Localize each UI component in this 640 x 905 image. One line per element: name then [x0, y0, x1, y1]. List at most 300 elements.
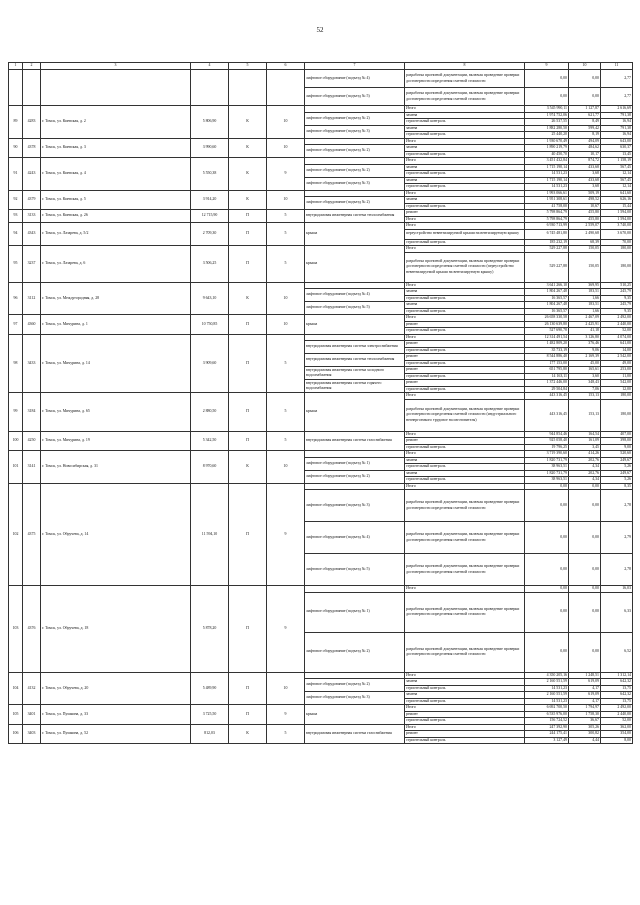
limit-cost-cell: 2 440,00 — [601, 321, 633, 328]
area-cell: 5 806,90 — [191, 106, 229, 139]
area-cell: 3 506,25 — [191, 246, 229, 283]
cost-total-cell: 1 974 752,06 — [525, 112, 569, 119]
limit-cost-cell: 2,78 — [601, 554, 633, 586]
cost-total-cell: 0,00 — [525, 554, 569, 586]
floors-cell: 5 — [267, 210, 305, 223]
unit-cost-cell: 10,67 — [569, 203, 601, 210]
limit-cost-cell: 1 312,14 — [601, 672, 633, 679]
row-number-cell: 89 — [9, 106, 23, 139]
unit-cost-cell: 1 127,87 — [569, 106, 601, 113]
column-header: 7 — [305, 63, 405, 70]
work-type-cell: разработка проектной документации, включая проведение проверки достоверности определения сметной стоимости (переустройство невентилируемой крыши на вентилируемую крышу) — [405, 252, 525, 282]
work-type-cell: строительный контроль — [405, 151, 525, 158]
unit-cost-cell: 0,00 — [569, 632, 601, 672]
capital-repair-register-table — [8, 62, 633, 744]
cost-total-cell: 0,00 — [525, 88, 569, 106]
floors-cell: 10 — [267, 672, 305, 705]
work-type-cell: Итого — [405, 672, 525, 679]
row-number-cell: 91 — [9, 158, 23, 191]
address-cell: г. Томск, ул. Пушкина, д. 33 — [41, 705, 191, 725]
unit-cost-cell: 455,80 — [569, 216, 601, 223]
unit-cost-cell: 4,17 — [569, 685, 601, 692]
work-type-cell: ремонт — [405, 341, 525, 348]
unit-cost-cell: 0,00 — [569, 522, 601, 554]
unit-cost-cell: 202,76 — [569, 470, 601, 477]
floors-cell: 5 — [267, 724, 305, 744]
limit-cost-cell: 2,77 — [601, 70, 633, 88]
page-number: 52 — [316, 26, 324, 34]
work-type-cell: строительный контроль — [405, 295, 525, 302]
area-cell: 3 990,60 — [191, 138, 229, 158]
limit-cost-cell: 180,00 — [601, 399, 633, 431]
floors-cell: 10 — [267, 282, 305, 315]
work-element-cell: лифтовое оборудование (подъезд № 2) — [305, 112, 405, 125]
house-code-cell: 3133 — [23, 210, 41, 223]
limit-cost-cell: 249,67 — [601, 470, 633, 477]
unit-cost-cell: 619,09 — [569, 692, 601, 699]
work-type-cell: ремонт — [405, 354, 525, 361]
cost-total-cell: 16 365,57 — [525, 295, 569, 302]
work-element-cell: лифтовое оборудование (подъезд № 1) — [305, 592, 405, 632]
work-type-cell: переустройство невентилируемой крыши на вентилируемую крышу — [405, 229, 525, 239]
work-type-cell: разработка проектной документации, включая проведение проверки достоверности определения сметной стоимости — [405, 490, 525, 522]
row-number-cell: 104 — [9, 672, 23, 705]
limit-cost-cell: 362,00 — [601, 724, 633, 731]
cost-total-cell: 3 719 390,60 — [525, 451, 569, 458]
work-type-cell: строительный контроль — [405, 685, 525, 692]
cost-total-cell: 529 227,88 — [525, 246, 569, 253]
cost-total-cell: 14 163,11 — [525, 373, 569, 380]
unit-cost-cell: 433,68 — [569, 177, 601, 184]
limit-cost-cell: 2 440,00 — [601, 711, 633, 718]
address-cell: г. Томск, ул. Новосибирская, д. 31 — [41, 451, 191, 484]
house-code-cell — [23, 70, 41, 106]
unit-cost-cell: 68,39 — [569, 239, 601, 246]
unit-cost-cell: 4,17 — [569, 698, 601, 705]
unit-cost-cell: 3,60 — [569, 373, 601, 380]
limit-cost-cell: 630,37 — [601, 145, 633, 152]
unit-cost-cell: 3,68 — [569, 171, 601, 178]
cost-total-cell: 3 451 432,84 — [525, 158, 569, 165]
address-cell: г. Томск, ул. Лазарева, д. 6 — [41, 246, 191, 283]
limit-cost-cell: 8,35 — [601, 483, 633, 490]
work-element-cell: лифтовое оборудование (подъезд № 5) — [305, 302, 405, 315]
area-cell: 5 550,38 — [191, 158, 229, 191]
wall-material-cell: К — [229, 724, 267, 744]
wall-material-cell — [229, 70, 267, 106]
unit-cost-cell: 874,72 — [569, 158, 601, 165]
unit-cost-cell: 3,68 — [569, 184, 601, 191]
column-header: 5 — [229, 63, 267, 70]
unit-cost-cell: 376,46 — [569, 341, 601, 348]
row-number-cell: 105 — [9, 705, 23, 725]
cost-total-cell: 3 641 266,10 — [525, 282, 569, 289]
unit-cost-cell: 498,52 — [569, 197, 601, 204]
wall-material-cell: К — [229, 451, 267, 484]
floors-cell — [267, 70, 305, 106]
address-cell — [41, 70, 191, 106]
house-code-cell: 4243 — [23, 158, 41, 191]
column-header: 1 — [9, 63, 23, 70]
unit-cost-cell: 165,61 — [569, 367, 601, 374]
address-cell: г. Томск, ул. Междугородняя, д. 28 — [41, 282, 191, 315]
work-type-cell: строительный контроль — [405, 308, 525, 315]
limit-cost-cell: 398,00 — [601, 438, 633, 445]
column-header: 2 — [23, 63, 41, 70]
work-element-cell: лифтовое оборудование (подъезд № 2) — [305, 679, 405, 692]
floors-cell: 5 — [267, 334, 305, 393]
work-element-cell: лифтовое оборудование (подъезд № 4) — [305, 289, 405, 302]
unit-cost-cell: 0,00 — [569, 592, 601, 632]
work-element-cell: лифтовое оборудование (подъезд № 4) — [305, 70, 405, 88]
house-code-cell: 4132 — [23, 672, 41, 705]
cost-total-cell: 0,00 — [525, 490, 569, 522]
work-type-cell: Итого — [405, 334, 525, 341]
work-type-cell: Итого — [405, 106, 525, 113]
house-code-cell: 3141 — [23, 451, 41, 484]
limit-cost-cell: 49,00 — [601, 360, 633, 367]
work-type-cell: разработка проектной документации, включая проведение проверки достоверности определения сметной стоимости — [405, 88, 525, 106]
cost-total-cell: 4 350 205,16 — [525, 672, 569, 679]
cost-total-cell: 1 804 267,48 — [525, 302, 569, 309]
limit-cost-cell: 180,00 — [601, 252, 633, 282]
cost-total-cell: 6 692 700,50 — [525, 705, 569, 712]
limit-cost-cell: 6,33 — [601, 592, 633, 632]
cost-total-cell: 2 160 551,59 — [525, 692, 569, 699]
wall-material-cell: П — [229, 483, 267, 586]
limit-cost-cell: 642,32 — [601, 679, 633, 686]
floors-cell: 9 — [267, 483, 305, 586]
column-header: 4 — [191, 63, 229, 70]
work-element-cell: крыша — [305, 315, 405, 335]
work-type-cell: Итого — [405, 216, 525, 223]
limit-cost-cell: 354,00 — [601, 731, 633, 738]
area-cell: 3 909,60 — [191, 334, 229, 393]
work-element-cell: лифтовое оборудование (подъезд № 3) — [305, 692, 405, 705]
row-number-cell: 92 — [9, 190, 23, 210]
address-cell: г. Томск, ул. Мичурина, д. 19 — [41, 431, 191, 451]
register-body — [9, 70, 633, 744]
cost-total-cell: 1 890 219,79 — [525, 145, 569, 152]
work-type-cell: замена — [405, 470, 525, 477]
table-row — [9, 70, 633, 88]
limit-cost-cell: 16,94 — [601, 132, 633, 139]
house-code-cell: 3401 — [23, 705, 41, 725]
work-type-cell: разработка проектной документации, включая проведение проверки достоверности определения сметной стоимости — [405, 632, 525, 672]
wall-material-cell: П — [229, 705, 267, 725]
cost-total-cell: 3 127,49 — [525, 737, 569, 744]
limit-cost-cell: 643,00 — [601, 138, 633, 145]
work-element-cell: лифтовое оборудование (подъезд № 2) — [305, 632, 405, 672]
work-type-cell: строительный контроль — [405, 477, 525, 484]
limit-cost-cell: 245,79 — [601, 302, 633, 309]
limit-cost-cell: 52,00 — [601, 718, 633, 725]
limit-cost-cell: 16,94 — [601, 119, 633, 126]
column-header: 11 — [601, 63, 633, 70]
wall-material-cell: К — [229, 138, 267, 158]
house-code-cell: 4379 — [23, 190, 41, 210]
limit-cost-cell: 16,03 — [601, 586, 633, 593]
cost-total-cell: 6 930 713,99 — [525, 223, 569, 230]
limit-cost-cell: 2,78 — [601, 490, 633, 522]
unit-cost-cell: 3,45 — [569, 444, 601, 451]
house-code-cell: 4283 — [23, 106, 41, 139]
work-element-cell: крыша — [305, 246, 405, 283]
cost-total-cell: 26 537,55 — [525, 119, 569, 126]
limit-cost-cell: 180,00 — [601, 246, 633, 253]
floors-cell: 10 — [267, 138, 305, 158]
limit-cost-cell: 2 616,69 — [601, 106, 633, 113]
unit-cost-cell: 8,49 — [569, 119, 601, 126]
wall-material-cell: П — [229, 431, 267, 451]
unit-cost-cell: 7,06 — [569, 386, 601, 393]
unit-cost-cell: 183,51 — [569, 289, 601, 296]
limit-cost-cell: 5,26 — [601, 464, 633, 471]
work-type-cell: строительный контроль — [405, 184, 525, 191]
cost-total-cell: 1 930 670,49 — [525, 138, 569, 145]
wall-material-cell: П — [229, 315, 267, 335]
limit-cost-cell: 641,00 — [601, 341, 633, 348]
unit-cost-cell: 369,95 — [569, 282, 601, 289]
area-cell — [191, 70, 229, 106]
work-element-cell: внутридомовая инженерная система газоснабжения — [305, 431, 405, 451]
work-type-cell: Итого — [405, 190, 525, 197]
limit-cost-cell: 13,75 — [601, 698, 633, 705]
wall-material-cell: К — [229, 106, 267, 139]
wall-material-cell: К — [229, 282, 267, 315]
cost-total-cell: 1 820 731,79 — [525, 470, 569, 477]
limit-cost-cell: 3 740,00 — [601, 223, 633, 230]
work-element-cell: лифтовое оборудование (подъезд № 2) — [305, 164, 405, 177]
row-number-cell: 106 — [9, 724, 23, 744]
floors-cell: 10 — [267, 451, 305, 484]
cost-total-cell: 1 715 190,14 — [525, 164, 569, 171]
column-header: 6 — [267, 63, 305, 70]
unit-cost-cell: 305,26 — [569, 724, 601, 731]
work-type-cell: строительный контроль — [405, 239, 525, 246]
work-type-cell: разработка проектной документации, включая проведение проверки достоверности определения сметной стоимости — [405, 522, 525, 554]
unit-cost-cell: 153,13 — [569, 399, 601, 431]
unit-cost-cell: 1 248,51 — [569, 672, 601, 679]
cost-total-cell: 6 745 481,80 — [525, 229, 569, 239]
address-cell: г. Томск, ул. Обручева, д. 20 — [41, 672, 191, 705]
work-type-cell: строительный контроль — [405, 444, 525, 451]
unit-cost-cell: 509,19 — [569, 190, 601, 197]
limit-cost-cell: 567,45 — [601, 177, 633, 184]
work-type-cell: строительный контроль — [405, 119, 525, 126]
work-type-cell: строительный контроль — [405, 171, 525, 178]
row-number-cell: 102 — [9, 483, 23, 586]
work-element-cell: крыша — [305, 223, 405, 246]
house-code-cell: 4378 — [23, 138, 41, 158]
address-cell: г. Томск, ул. Лазарева, д. 5/2 — [41, 223, 191, 246]
work-element-cell: внутридомовая инженерная система теплоснабжения — [305, 210, 405, 223]
limit-cost-cell: 510,25 — [601, 282, 633, 289]
unit-cost-cell: 0,00 — [569, 88, 601, 106]
cost-total-cell: 925 058,40 — [525, 438, 569, 445]
limit-cost-cell: 520,60 — [601, 451, 633, 458]
limit-cost-cell: 14,00 — [601, 347, 633, 354]
limit-cost-cell: 641,60 — [601, 190, 633, 197]
work-element-cell: лифтовое оборудование (подъезд № 2) — [305, 145, 405, 158]
work-element-cell: лифтовое оборудование (подъезд № 2) — [305, 197, 405, 210]
work-type-cell: разработка проектной документации, включая проведение проверки достоверности определения сметной стоимости — [405, 70, 525, 88]
work-type-cell: замена — [405, 289, 525, 296]
unit-cost-cell: 414,26 — [569, 451, 601, 458]
wall-material-cell: П — [229, 334, 267, 393]
cost-total-cell: 0,00 — [525, 586, 569, 593]
cost-total-cell: 19 796,25 — [525, 444, 569, 451]
cost-total-cell: 1 482 809,20 — [525, 341, 569, 348]
cost-total-cell: 0,00 — [525, 632, 569, 672]
area-cell: 10 750,85 — [191, 315, 229, 335]
column-header: 9 — [525, 63, 569, 70]
work-type-cell: ремонт — [405, 380, 525, 387]
floors-cell: 5 — [267, 431, 305, 451]
row-number-cell: 90 — [9, 138, 23, 158]
address-cell: г. Томск, ул. Обручева, д. 18 — [41, 586, 191, 673]
cost-total-cell: 0,00 — [525, 592, 569, 632]
work-type-cell: замена — [405, 302, 525, 309]
wall-material-cell: П — [229, 246, 267, 283]
wall-material-cell: К — [229, 158, 267, 191]
work-type-cell: строительный контроль — [405, 347, 525, 354]
cost-total-cell: 529 227,88 — [525, 252, 569, 282]
area-cell: 5 489,90 — [191, 672, 229, 705]
work-type-cell: замена — [405, 692, 525, 699]
unit-cost-cell: 0,00 — [569, 554, 601, 586]
row-number-cell: 97 — [9, 315, 23, 335]
row-number-cell: 99 — [9, 393, 23, 432]
house-code-cell: 4360 — [23, 315, 41, 335]
work-element-cell: внутридомовая инженерная система электроснабжения — [305, 341, 405, 354]
floors-cell: 9 — [267, 158, 305, 191]
cost-total-cell: 5 798 864,79 — [525, 210, 569, 217]
area-cell: 2 709,30 — [191, 223, 229, 246]
address-cell: г. Томск, ул. Киевская, д. 2 — [41, 106, 191, 139]
work-element-cell: лифтовое оборудование (подъезд № 4) — [305, 522, 405, 554]
limit-cost-cell: 180,00 — [601, 393, 633, 400]
limit-cost-cell: 3 670,00 — [601, 229, 633, 239]
work-type-cell: Итого — [405, 586, 525, 593]
house-code-cell: 3112 — [23, 282, 41, 315]
work-type-cell: строительный контроль — [405, 360, 525, 367]
cost-total-cell: 177 153,00 — [525, 360, 569, 367]
limit-cost-cell: 626,16 — [601, 197, 633, 204]
limit-cost-cell: 12,00 — [601, 386, 633, 393]
limit-cost-cell: 4 074,00 — [601, 334, 633, 341]
column-header: 8 — [405, 63, 525, 70]
unit-cost-cell: 2 467,09 — [569, 315, 601, 322]
floors-cell: 5 — [267, 223, 305, 246]
unit-cost-cell: 1,66 — [569, 295, 601, 302]
area-cell: 12 715,90 — [191, 210, 229, 223]
work-type-cell: ремонт — [405, 731, 525, 738]
limit-cost-cell: 642,32 — [601, 692, 633, 699]
row-number-cell: 98 — [9, 334, 23, 393]
column-header: 10 — [569, 63, 601, 70]
floors-cell: 10 — [267, 315, 305, 335]
area-cell: 8 970,60 — [191, 451, 229, 484]
unit-cost-cell: 300,82 — [569, 731, 601, 738]
address-cell: г. Томск, ул. Киевская, д. 5 — [41, 190, 191, 210]
unit-cost-cell: 2 559,07 — [569, 223, 601, 230]
unit-cost-cell: 2 425,91 — [569, 321, 601, 328]
work-element-cell: лифтовое оборудование (подъезд № 1) — [305, 457, 405, 470]
unit-cost-cell: 41,18 — [569, 328, 601, 335]
wall-material-cell: П — [229, 586, 267, 673]
cost-total-cell: 40 450,70 — [525, 151, 569, 158]
work-type-cell: разработка проектной документации, включая проведение проверки достоверности определения сметной стоимости — [405, 592, 525, 632]
unit-cost-cell: 0,00 — [569, 70, 601, 88]
work-type-cell: Итого — [405, 223, 525, 230]
cost-total-cell: 14 531,23 — [525, 184, 569, 191]
cost-total-cell: 5 798 864,79 — [525, 216, 569, 223]
unit-cost-cell: 1 794,97 — [569, 705, 601, 712]
house-code-cell: 3403 — [23, 724, 41, 744]
cost-total-cell: 0,00 — [525, 483, 569, 490]
unit-cost-cell: 599,42 — [569, 125, 601, 132]
cost-total-cell: 14 531,23 — [525, 698, 569, 705]
limit-cost-cell: 2,79 — [601, 522, 633, 554]
work-element-cell: крыша — [305, 705, 405, 725]
cost-total-cell: 26 130 639,80 — [525, 321, 569, 328]
unit-cost-cell: 161,09 — [569, 438, 601, 445]
cost-total-cell: 1 993 066,61 — [525, 190, 569, 197]
work-type-cell: замена — [405, 125, 525, 132]
work-element-cell: лифтовое оборудование (подъезд № 5) — [305, 554, 405, 586]
work-type-cell: Итого — [405, 483, 525, 490]
limit-cost-cell: 70,00 — [601, 239, 633, 246]
cost-total-cell: 185 232,19 — [525, 239, 569, 246]
work-type-cell: Итого — [405, 393, 525, 400]
row-number-cell: 101 — [9, 451, 23, 484]
address-cell: г. Томск, ул. Киевская, д. 26 — [41, 210, 191, 223]
area-cell: 9 643,10 — [191, 282, 229, 315]
limit-cost-cell: 12,14 — [601, 171, 633, 178]
limit-cost-cell: 1 158,19 — [601, 158, 633, 165]
work-type-cell: Итого — [405, 724, 525, 731]
work-type-cell: Итого — [405, 431, 525, 438]
unit-cost-cell: 0,00 — [569, 490, 601, 522]
unit-cost-cell: 10,17 — [569, 151, 601, 158]
work-type-cell: ремонт — [405, 438, 525, 445]
limit-cost-cell: 9,35 — [601, 308, 633, 315]
limit-cost-cell: 11,00 — [601, 373, 633, 380]
row-number-cell: 103 — [9, 586, 23, 673]
unit-cost-cell: 183,51 — [569, 302, 601, 309]
cost-total-cell: 38 963,51 — [525, 477, 569, 484]
house-code-cell: 4250 — [23, 431, 41, 451]
wall-material-cell: П — [229, 223, 267, 246]
address-cell: г. Томск, ул. Обручева, д. 14 — [41, 483, 191, 586]
house-code-cell: 3184 — [23, 393, 41, 432]
address-cell: г. Томск, ул. Мичурина, д. 65 — [41, 393, 191, 432]
house-code-cell: 4376 — [23, 586, 41, 673]
unit-cost-cell: 0,00 — [569, 586, 601, 593]
wall-material-cell: П — [229, 393, 267, 432]
cost-total-cell: 1 372 446,00 — [525, 380, 569, 387]
area-cell: 3 725,50 — [191, 705, 229, 725]
limit-cost-cell: 13,45 — [601, 151, 633, 158]
cost-total-cell: 25 440,20 — [525, 132, 569, 139]
floors-cell: 9 — [267, 586, 305, 673]
limit-cost-cell: 6,52 — [601, 632, 633, 672]
work-type-cell: Итого — [405, 451, 525, 458]
cost-total-cell: 8 544 886,40 — [525, 354, 569, 361]
unit-cost-cell: 1,66 — [569, 308, 601, 315]
work-element-cell: крыша — [305, 393, 405, 432]
